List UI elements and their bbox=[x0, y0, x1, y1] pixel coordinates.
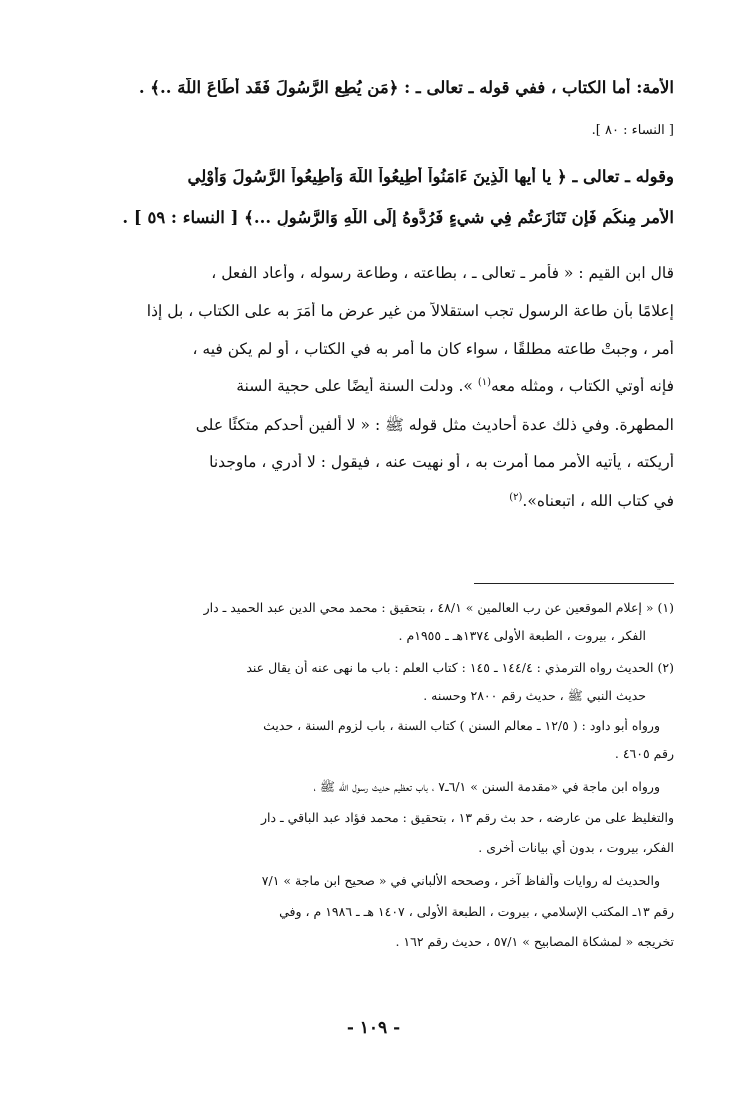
quran-reference: [ النساء : ٨٠ ]. bbox=[591, 123, 674, 138]
text-line: المطهرة. وفي ذلك عدة أحاديث مثل قوله ﷺ : « لا ألفين أحدكم متكئًا على bbox=[195, 416, 674, 434]
footnotes bbox=[92, 0, 674, 980]
footnote-line: والتغليظ على من عارضه ، حد بث رقم ١٣ ، بتحقيق : محمد فؤاد عبد الباقي ـ دار bbox=[260, 810, 674, 825]
text-segment: فإنه أوتي الكتاب ، ومثله معه bbox=[491, 377, 674, 396]
text-line: أريكته ، يأتيه الأمر مما أمرت به ، أو نهيت عنه ، فيقول : لا أدري ، ماوجدنا bbox=[209, 453, 674, 471]
text-line: أمر ، وجبتْ طاعته مطلقًا ، سواء كان ما أمر به في الكتاب ، أو لم يكن فيه ، bbox=[192, 340, 674, 358]
text-segment: ». ودلت السنة أيضًا على حجية السنة bbox=[236, 377, 478, 396]
footnote-line: الفكر، بيروت ، بدون أي بيانات أخرى . bbox=[478, 840, 674, 855]
footnote-line: ورواه ابن ماجة في «مقدمة السنن » ٦/١ـ٧ ، باب تعظيم حديث رسول الله ﷺ ، bbox=[313, 779, 660, 794]
text-line: الأمة: أما الكتاب ، ففي قوله ـ تعالى ـ : ﴿مَن يُطِعِ الرَّسُولَ فَقَد أَطَاعَ اللَّهَ ..﴾ . bbox=[138, 78, 674, 97]
text-segment: في كتاب الله ، اتبعناه». bbox=[522, 492, 674, 511]
footnote-line: (١) « إعلام الموقعين عن رب العالمين » ٤٨/١ ، بتحقيق : محمد محي الدين عبد الحميد ـ دار bbox=[203, 600, 674, 615]
footnote-line: حديث النبي ﷺ ، حديث رقم ٢٨٠٠ وحسنه . bbox=[423, 688, 646, 703]
footnote-line: ورواه أبو داود : ( ١٢/٥ ـ معالم السنن ) كتاب السنة ، باب لزوم السنة ، حديث bbox=[263, 718, 660, 733]
page-number: - ١٠٩ - bbox=[346, 1018, 401, 1038]
footnote-marker: (١) bbox=[477, 377, 491, 388]
footnote-line: (٢) الحديث رواه الترمذي : ١٤٤/٤ ـ ١٤٥ : كتاب العلم : باب ما نهى عنه أن يقال عند bbox=[246, 660, 674, 675]
footnote-line: والحديث له روايات وألفاظ آخر ، وصححه الألباني في « صحيح ابن ماجة » ٧/١ bbox=[261, 873, 660, 888]
footnote-marker: (٢) bbox=[509, 492, 523, 503]
text-line: وقوله ـ تعالى ـ ﴿ يا أيها الَّذِينَ ءَامَنُواْ أَطِيعُواْ اللَّهَ وَأَطِيعُواْ الرَّسُولَ وَأُوْلِي bbox=[187, 167, 674, 186]
footnote-line: رقم ١٣ـ المكتب الإسلامي ، بيروت ، الطبعة الأولى ، ١٤٠٧ هـ ـ ١٩٨٦ م ، وفي bbox=[279, 904, 674, 919]
footnote-line: تخريجه « لمشكاة المصابيح » ٥٧/١ ، حديث رقم ١٦٢ . bbox=[395, 934, 674, 949]
text-line: إعلامًا بأن طاعة الرسول تجب استقلالاً من غير عرض ما أَمَرَ به على الكتاب ، بل إذا bbox=[146, 302, 674, 320]
footnote-line: رقم ٤٦٠٥ . bbox=[614, 746, 674, 761]
text-line: قال ابن القيم : « فأمر ـ تعالى ـ ، بطاعته ، وطاعة رسوله ، وأعاد الفعل ، bbox=[211, 264, 674, 282]
text-line: الأمرِ مِنكُم فَإِن تَنَازَعتُم فِي شيءٍ فَرُدُّوهُ إِلَى اللَّهِ وَالرَّسُولِ ...﴾ [ النساء : ٥٩ ] . bbox=[122, 208, 674, 227]
footnote-line: الفكر ، بيروت ، الطبعة الأولى ١٣٧٤هـ ـ ١٩٥٥م . bbox=[398, 628, 646, 643]
